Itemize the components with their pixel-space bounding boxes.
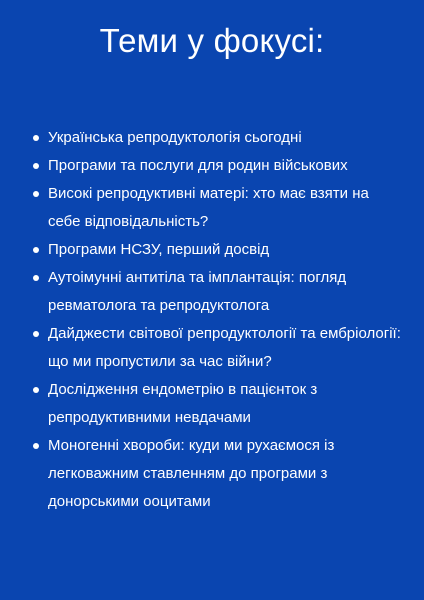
topic-item	[30, 124, 402, 152]
bullet-icon	[33, 247, 39, 253]
topic-text: Високі репродуктивні матері: хто має взяти на себе відповідальність?	[48, 185, 369, 230]
bullet-icon	[33, 387, 39, 393]
bullet-icon	[33, 443, 39, 449]
topic-text: Дайджести світової репродуктології та ембріології: що ми пропустили за час війни?	[48, 325, 401, 370]
bullet-icon	[33, 163, 39, 169]
topic-item	[30, 180, 402, 236]
bullet-icon	[33, 191, 39, 197]
page-title: Теми у фокусі:	[99, 22, 325, 59]
bullet-icon	[33, 275, 39, 281]
topic-item	[30, 264, 402, 320]
topic-item	[30, 320, 402, 376]
topics-list	[30, 124, 402, 516]
topic-text: Аутоімунні антитіла та імплантація: погляд ревматолога та репродуктолога	[48, 269, 347, 314]
bullet-icon	[33, 331, 39, 337]
topic-text: Програми НСЗУ, перший досвід	[48, 241, 270, 258]
topic-text: Моногенні хвороби: куди ми рухаємося із легковажним ставленням до програми з донорськими ооцитами	[48, 437, 335, 510]
topic-item	[30, 432, 402, 516]
topic-text: Українська репродуктологія сьогодні	[48, 129, 302, 146]
topic-text: Дослідження ендометрію в пацієнток з репродуктивними невдачами	[48, 381, 318, 426]
topic-item	[30, 152, 402, 180]
topic-item	[30, 376, 402, 432]
topic-item	[30, 236, 402, 264]
bullet-icon	[33, 135, 39, 141]
topic-text: Програми та послуги для родин військових	[48, 157, 348, 174]
